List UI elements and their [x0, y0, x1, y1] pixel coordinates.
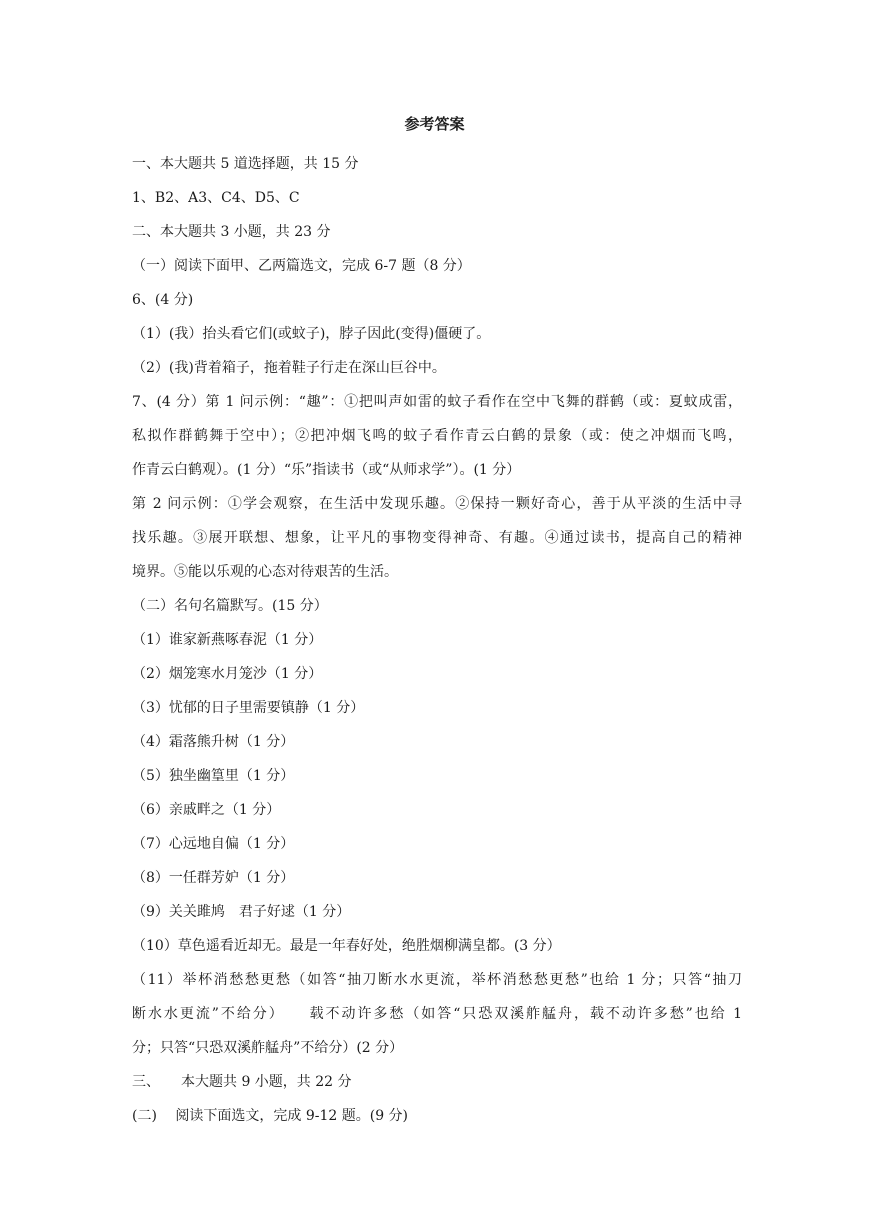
answer-line: 7、(4 分）第 1 问示例：“趣”：①把叫声如雷的蚊子看作在空中飞舞的群鹤（或：夏蚊成雷， [132, 394, 742, 410]
answer-line: 第 2 问示例：①学会观察，在生活中发现乐趣。②保持一颗好奇心，善于从平淡的生活中寻 [132, 496, 742, 512]
answer-line: 境界。⑤能以乐观的心态对待艰苦的生活。 [132, 564, 398, 580]
answer-line: 作青云白鹤观）。(1 分）“乐”指读书（或“从师求学”）。(1 分） [132, 462, 521, 478]
answer-line: （8）一任群芳妒（1 分） [132, 870, 295, 886]
answer-line: 三、 本大题共 9 小题，共 22 分 [132, 1074, 352, 1090]
answer-line: （7）心远地自偏（1 分） [132, 836, 295, 852]
document-body [132, 147, 742, 1133]
answer-line: 6、(4 分) [132, 292, 194, 308]
answer-line: 一、本大题共 5 道选择题，共 15 分 [132, 156, 359, 172]
answer-line: （二）名句名篇默写。(15 分） [132, 598, 328, 614]
answer-line: 找乐趣。③展开联想、想象，让平凡的事物变得神奇、有趣。④通过读书，提高自己的精神 [132, 530, 742, 546]
answer-line: （4）霜落熊升树（1 分） [132, 734, 295, 750]
answer-line: （6）亲戚畔之（1 分） [132, 802, 281, 818]
answer-line: （11）举杯消愁愁更愁（如答“抽刀断水水更流，举杯消愁愁更愁”也给 1 分；只答“抽刀 [132, 972, 742, 988]
answer-line: （1）(我）抬头看它们(或蚊子)，脖子因此(变得)僵硬了。 [132, 326, 491, 342]
answer-line: （10）草色遥看近却无。最是一年春好处，绝胜烟柳满皇都。(3 分） [132, 938, 561, 954]
answer-line: 二、本大题共 3 小题，共 23 分 [132, 224, 331, 240]
answer-line: 断水水更流”不给分） 载不动许多愁（如答“只恐双溪舴艋舟，载不动许多愁”也给 1 [132, 1006, 742, 1022]
answer-line: （2）烟笼寒水月笼沙（1 分） [132, 666, 323, 682]
answer-line: （5）独坐幽篁里（1 分） [132, 768, 295, 784]
answer-line: 私拟作群鹤舞于空中）；②把冲烟飞鸣的蚊子看作青云白鹤的景象（或：使之冲烟而飞鸣， [132, 428, 742, 444]
answer-line: 1、B2、A3、C4、D5、C [132, 190, 300, 206]
answer-line: （3）忧郁的日子里需要镇静（1 分） [132, 700, 365, 716]
answer-line: （1）谁家新燕啄春泥（1 分） [132, 632, 323, 648]
answer-line: （一）阅读下面甲、乙两篇选文，完成 6-7 题（8 分） [132, 258, 471, 274]
answer-line: 分；只答“只恐双溪舴艋舟”不给分）(2 分） [132, 1040, 404, 1056]
document-title: 参考答案 [404, 115, 465, 133]
answer-line: （9）关关雎鸠 君子好逑（1 分） [132, 904, 351, 920]
answer-line: （2）(我)背着箱子，拖着鞋子行走在深山巨谷中。 [132, 360, 446, 376]
answer-line: (二) 阅读下面选文，完成 9-12 题。(9 分) [132, 1108, 409, 1124]
